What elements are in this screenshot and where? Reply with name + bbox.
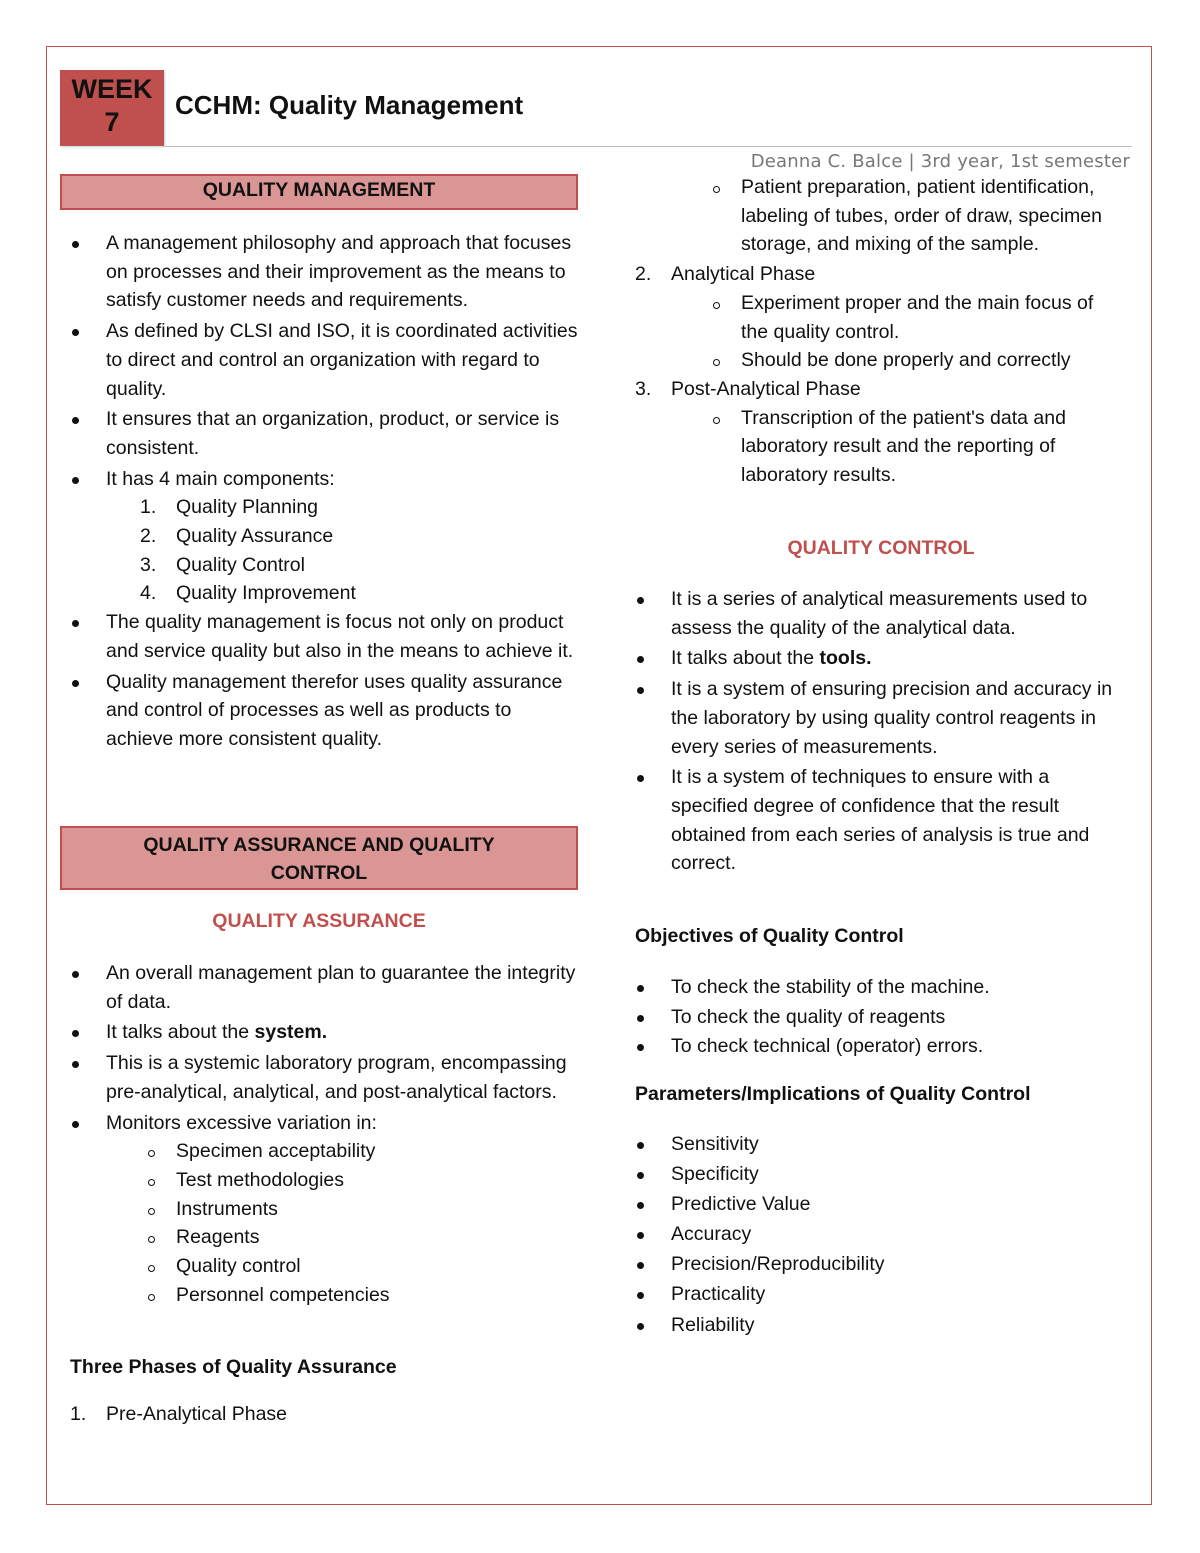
list-item: Reliability (625, 1311, 1125, 1340)
list-item: The quality management is focus not only on product and service quality but also in the means to achieve it. (60, 608, 580, 665)
bullet-icon (637, 1262, 644, 1269)
component-item: 3. Quality Control (140, 553, 305, 576)
list-item: To check technical (operator) errors. (625, 1032, 1125, 1061)
parameters-heading: Parameters/Implications of Quality Control (635, 1083, 1031, 1105)
variation-item: Specimen acceptability (60, 1137, 580, 1166)
variation-item: Reagents (60, 1223, 580, 1252)
circle-bullet-icon (148, 1179, 155, 1186)
document-title: CCHM: Quality Management (175, 90, 524, 120)
bullet-icon (637, 775, 644, 782)
circle-bullet-icon (148, 1265, 155, 1272)
list-item: It has 4 main components: (60, 465, 580, 494)
list-item: Sensitivity (625, 1130, 1125, 1159)
week-label: WEEK (71, 74, 153, 104)
circle-bullet-icon (148, 1208, 155, 1215)
list-item: To check the stability of the machine. (625, 973, 1125, 1002)
bullet-icon (72, 680, 79, 687)
circle-bullet-icon (713, 186, 720, 193)
circle-bullet-icon (713, 359, 720, 366)
title-rule (164, 146, 1132, 147)
list-item: It talks about the tools. (625, 644, 1125, 673)
bullet-icon (72, 1030, 79, 1037)
phase-detail-item: Should be done properly and correctly (625, 346, 1125, 375)
variation-item: Personnel competencies (60, 1281, 580, 1310)
phase-list-start (60, 1400, 580, 1429)
list-item: It talks about the system. (60, 1018, 580, 1047)
quality-management-heading-text: QUALITY MANAGEMENT (202, 179, 436, 201)
bullet-icon (637, 1202, 644, 1209)
objectives-heading: Objectives of Quality Control (635, 925, 904, 947)
bullet-icon (637, 597, 644, 604)
bullet-icon (72, 241, 79, 248)
circle-bullet-icon (148, 1236, 155, 1243)
bullet-icon (72, 620, 79, 627)
quality-management-heading (60, 174, 578, 210)
list-item: It is a system of ensuring precision and accuracy in the laboratory by using quality control reagents in every series of measurements. (625, 675, 1125, 761)
list-item: Predictive Value (625, 1190, 1125, 1219)
bullet-icon (637, 1015, 644, 1022)
list-item: This is a systemic laboratory program, encompassing pre-analytical, analytical, and post-analytical factors. (60, 1049, 580, 1106)
quality-control-heading: QUALITY CONTROL (787, 537, 975, 559)
bullet-icon (637, 1142, 644, 1149)
list-item: An overall management plan to guarantee the integrity of data. (60, 959, 580, 1016)
circle-bullet-icon (713, 417, 720, 424)
list-item: Practicality (625, 1280, 1125, 1309)
list-item: Monitors excessive variation in: (60, 1109, 580, 1138)
qa-qc-heading-line1: QUALITY ASSURANCE AND QUALITY (143, 834, 495, 856)
list-item: Quality management therefor uses quality assurance and control of processes as well as products to achieve more consistent quality. (60, 668, 580, 754)
bullet-icon (637, 1044, 644, 1051)
bullet-icon (637, 985, 644, 992)
variation-item: Test methodologies (60, 1166, 580, 1195)
list-item: To check the quality of reagents (625, 1003, 1125, 1032)
quality-assurance-list (60, 959, 580, 1309)
bullet-icon (72, 971, 79, 978)
bullet-icon (637, 687, 644, 694)
week-number: 7 (104, 107, 120, 137)
phase-list-continued (625, 173, 1125, 490)
bullet-icon (72, 477, 79, 484)
bullet-icon (637, 1232, 644, 1239)
circle-bullet-icon (148, 1150, 155, 1157)
component-item: 4. Quality Improvement (140, 582, 356, 605)
bullet-icon (72, 1061, 79, 1068)
phase-item: 2. Analytical Phase (635, 263, 816, 286)
variation-item: Instruments (60, 1195, 580, 1224)
bullet-icon (637, 656, 644, 663)
bullet-icon (637, 1292, 644, 1299)
qa-qc-heading (60, 826, 578, 890)
list-item: Accuracy (625, 1220, 1125, 1249)
parameters-list (625, 1130, 1125, 1339)
list-item: It ensures that an organization, product, or service is consistent. (60, 405, 580, 462)
week-badge (60, 70, 164, 146)
list-item: As defined by CLSI and ISO, it is coordinated activities to direct and control an organization with regard to quality. (60, 317, 580, 403)
bullet-icon (637, 1323, 644, 1330)
phase-item: 3. Post-Analytical Phase (635, 377, 861, 400)
author-line: Deanna C. Balce | 3rd year, 1st semester (750, 151, 1130, 172)
phase-item: 1. Pre-Analytical Phase (70, 1403, 288, 1425)
phase-detail-item: Experiment proper and the main focus of the quality control. (625, 289, 1125, 346)
quality-assurance-heading: QUALITY ASSURANCE (212, 910, 426, 932)
phase-detail-item: Transcription of the patient's data and laboratory result and the reporting of laboratory results. (625, 404, 1125, 490)
quality-control-list (625, 585, 1125, 878)
list-item: It is a system of techniques to ensure with a specified degree of confidence that the result obtained from each series of analysis is true and correct. (625, 763, 1125, 878)
list-item: It is a series of analytical measurements used to assess the quality of the analytical data. (625, 585, 1125, 642)
circle-bullet-icon (713, 302, 720, 309)
list-item: A management philosophy and approach that focuses on processes and their improvement as the means to satisfy customer needs and requirements. (60, 229, 580, 315)
bullet-icon (72, 417, 79, 424)
list-item: Precision/Reproducibility (625, 1250, 1125, 1279)
list-item: Specificity (625, 1160, 1125, 1189)
circle-bullet-icon (148, 1294, 155, 1301)
quality-management-list (60, 229, 580, 754)
objectives-list (625, 973, 1125, 1061)
bullet-icon (72, 329, 79, 336)
three-phases-heading: Three Phases of Quality Assurance (70, 1356, 397, 1378)
component-item: 1. Quality Planning (140, 496, 319, 519)
bullet-icon (637, 1172, 644, 1179)
phase-detail-item: Patient preparation, patient identification, labeling of tubes, order of draw, specimen storage, and mixing of the sample. (625, 173, 1125, 259)
bullet-icon (72, 1121, 79, 1128)
component-item: 2. Quality Assurance (140, 525, 334, 548)
variation-item: Quality control (60, 1252, 580, 1281)
qa-qc-heading-line2: CONTROL (270, 862, 368, 884)
